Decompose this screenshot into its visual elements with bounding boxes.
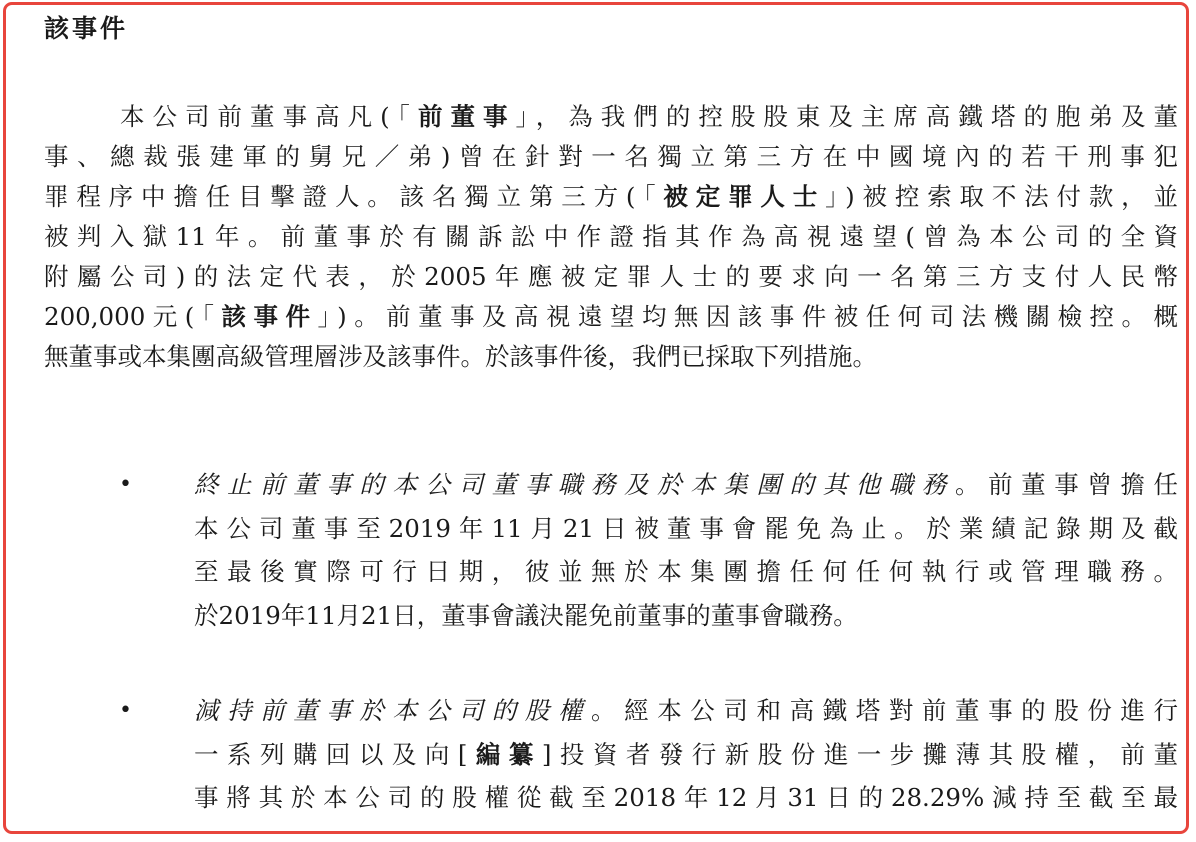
intro-paragraph xyxy=(44,97,1178,377)
paragraph-line: 本公司前董事高凡(「前董事」，為我們的控股股東及主席高鐵塔的胞弟及董 xyxy=(120,102,1179,131)
bullet-line: 於2019年11月21日，董事會議決罷免前董事的董事會職務。 xyxy=(194,600,858,630)
bullet-line: 至最後實際可行日期，彼並無於本集團擔任何任何執行或管理職務。 xyxy=(194,557,1178,586)
bullet-line: 減持前董事於本公司的股權。經本公司和高鐵塔對前董事的股份進行 xyxy=(194,696,1179,725)
bullet-marker: • xyxy=(119,698,132,723)
bullet-body xyxy=(194,689,1178,820)
defined-term: 前董事 xyxy=(417,102,516,131)
document-page xyxy=(6,5,1186,831)
paragraph-line: 附屬公司)的法定代表，於2005年應被定罪人士的要求向一名第三方支付人民幣 xyxy=(44,262,1178,291)
paragraph-line: 200,000元(「該事件」)。前董事及高視遠望均無因該事件被任何司法機關檢控。概 xyxy=(44,302,1178,331)
defined-term: 該事件 xyxy=(221,302,318,331)
bullet-body xyxy=(194,463,1178,637)
bullet-line: 事將其於本公司的股權從截至2018年12月31日的28.29%減持至截至最 xyxy=(194,783,1178,812)
bullet-marker: • xyxy=(119,472,132,497)
paragraph-line: 被判入獄11年。前董事於有關訴訟中作證指其作為高視遠望(曾為本公司的全資 xyxy=(44,222,1178,251)
bullet-title: 終止前董事的本公司董事職務及於本集團的其他職務 xyxy=(194,470,955,499)
document-frame xyxy=(3,2,1189,834)
bullet-line: 本公司董事至2019年11月21日被董事會罷免為止。於業績記錄期及截 xyxy=(194,513,1178,543)
bullet-line: 終止前董事的本公司董事職務及於本集團的其他職務。前董事曾擔任 xyxy=(194,470,1179,499)
bullet-title: 減持前董事於本公司的股權 xyxy=(194,696,592,725)
section-heading: 該事件 xyxy=(44,14,129,43)
bullet-line: 一系列購回以及向[編纂]投資者發行新股份進一步攤薄其股權，前董 xyxy=(194,739,1179,769)
paragraph-line: 無董事或本集團高級管理層涉及該事件。於該事件後，我們已採取下列措施。 xyxy=(44,342,877,371)
defined-term: 被定罪人士 xyxy=(663,182,826,211)
redacted-term: 編纂 xyxy=(467,739,542,769)
paragraph-line: 罪程序中擔任目擊證人。該名獨立第三方(「被定罪人士」)被控索取不法付款，並 xyxy=(44,182,1178,211)
paragraph-line: 事、總裁張建軍的舅兄／弟)曾在針對一名獨立第三方在中國境內的若干刑事犯 xyxy=(44,142,1178,171)
